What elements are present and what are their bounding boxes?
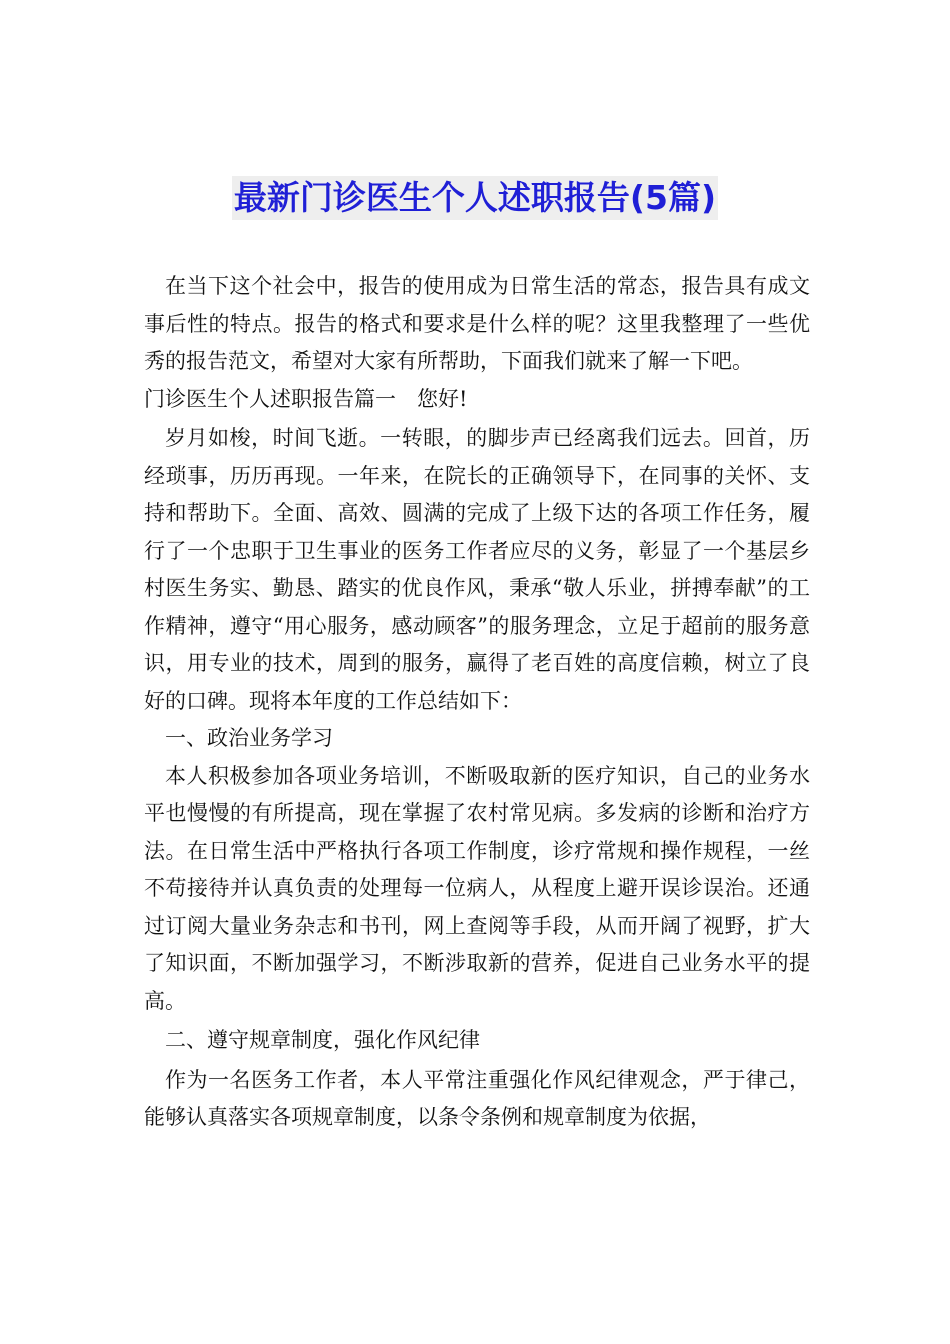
section-heading: 二、遵守规章制度，强化作风纪律: [165, 1028, 480, 1052]
body-paragraph: 岁月如梭，时间飞逝。一转眼，的脚步声已经离我们远去。回首，历经琐事，历历再现。一年来，在院长的正确领导下，在同事的关怀、支持和帮助下。全面、高效、圆满的完成了上级下达的各项工作任务，履行了一个忠职于卫生事业的医务工作者应尽的义务，彰显了一个基层乡村医生务实、勤恳、踏实的优良作风，秉承“敬人乐业，拼搏奉献”的工作精神，遵守“用心服务，感动顾客”的服务理念，立足于超前的服务意识，用专业的技术，周到的服务，赢得了老百姓的高度信赖，树立了良好的口碑。现将本年度的工作总结如下：: [144, 426, 810, 713]
body-paragraph: 本人积极参加各项业务培训，不断吸取新的医疗知识，自己的业务水平也慢慢的有所提高，现在掌握了农村常见病。多发病的诊断和治疗方法。在日常生活中严格执行各项工作制度，诊疗常规和操作规程，一丝不苟接待并认真负责的处理每一位病人，从程度上避开误诊误治。还通过订阅大量业务杂志和书刊，网上查阅等手段，从而开阔了视野，扩大了知识面，不断加强学习，不断涉取新的营养，促进自己业务水平的提高。: [144, 763, 810, 1013]
title-container: [0, 176, 950, 220]
section-heading: 一、政治业务学习: [165, 726, 333, 750]
section-heading-article-one: 门诊医生个人述职报告篇一 您好!: [144, 386, 468, 411]
document-title: 最新门诊医生个人述职报告(5篇): [232, 176, 718, 220]
body-paragraph: 作为一名医务工作者，本人平常注重强化作风纪律观念，严于律己，能够认真落实各项规章制度，以条令条例和规章制度为依据，: [144, 1067, 810, 1129]
document-body: [144, 268, 810, 1137]
intro-paragraph: 在当下这个社会中，报告的使用成为日常生活的常态，报告具有成文事后性的特点。报告的格式和要求是什么样的呢？这里我整理了一些优秀的报告范文，希望对大家有所帮助，下面我们就来了解一下吧。: [144, 274, 810, 373]
